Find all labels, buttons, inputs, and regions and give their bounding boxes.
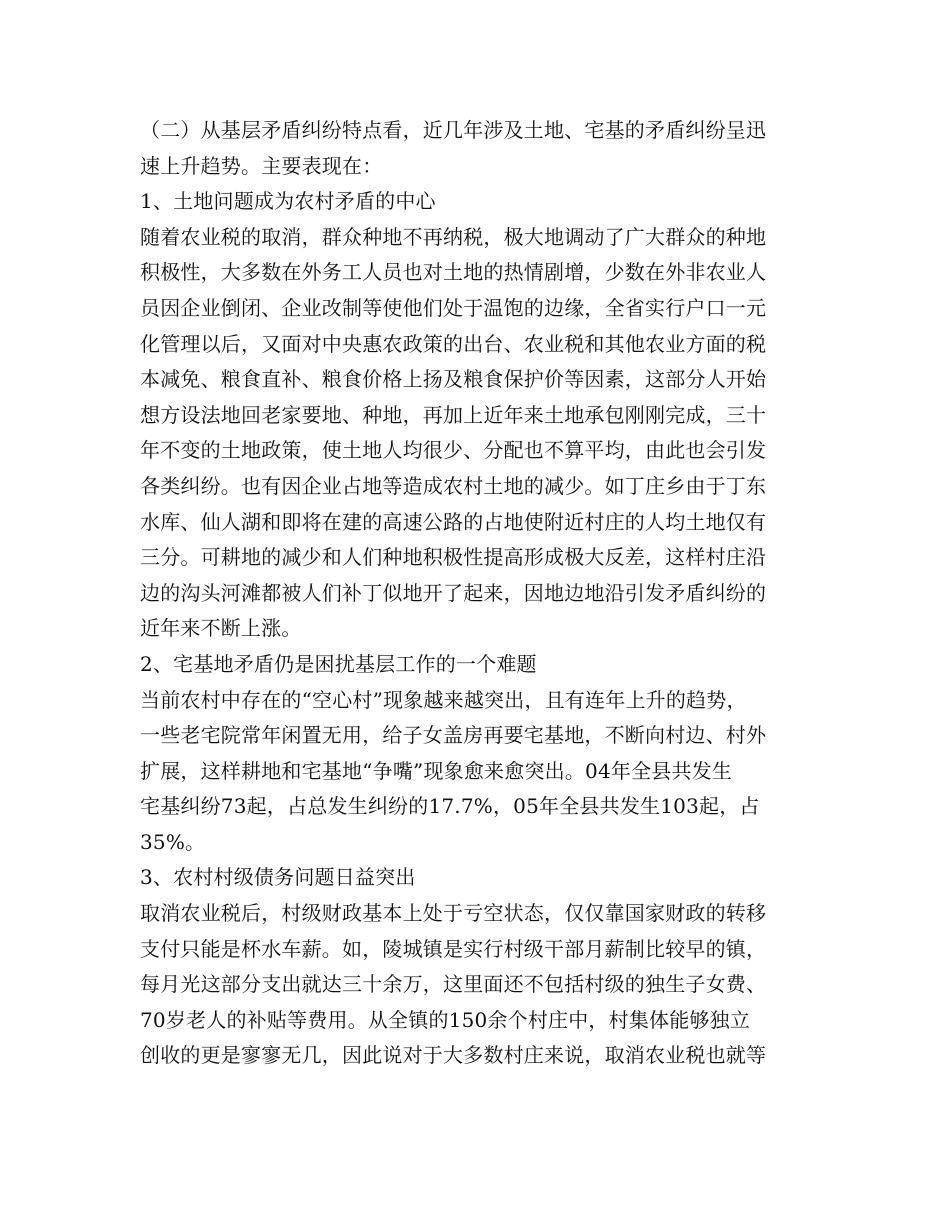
text-line: 扩展，这样耕地和宅基地“争嘴”现象愈来愈突出。04年全县共发生: [140, 758, 733, 783]
text-line: 当前农村中存在的“空心村”现象越来越突出，且有连年上升的趋势，: [140, 687, 747, 712]
text-line: 水库、仙人湖和即将在建的高速公路的占地使附近村庄的人均土地仅有: [140, 509, 767, 534]
text-line: 支付只能是杯水车薪。如，陵城镇是实行村级干部月薪制比较早的镇，: [140, 936, 767, 961]
section-heading: 2、宅基地矛盾仍是困扰基层工作的一个难题: [140, 651, 537, 676]
text-line: 化管理以后，又面对中央惠农政策的出台、农业税和其他农业方面的税: [140, 331, 767, 356]
text-line: 每月光这部分支出就达三十余万，这里面还不包括村级的独生子女费、: [140, 972, 767, 997]
text-line: 积极性，大多数在外务工人员也对土地的热情剧增，少数在外非农业人: [140, 260, 767, 285]
text-line: 年不变的土地政策，使土地人均很少、分配也不算平均，由此也会引发: [140, 438, 767, 463]
text-line: 三分。可耕地的减少和人们种地积极性提高形成极大反差，这样村庄沿: [140, 545, 767, 570]
body-text: [140, 113, 820, 1074]
text-line: 取消农业税后，村级财政基本上处于亏空状态，仅仅靠国家财政的转移: [140, 901, 767, 926]
section-heading: 1、土地问题成为农村矛盾的中心: [140, 189, 436, 214]
text-line: 边的沟头河滩都被人们补丁似地开了起来，因地边地沿引发矛盾纠纷的: [140, 580, 767, 605]
text-line: 速上升趋势。主要表现在：: [140, 153, 383, 178]
text-line: （二）从基层矛盾纠纷特点看，近几年涉及土地、宅基的矛盾纠纷呈迅: [140, 118, 767, 142]
text-line: 一些老宅院常年闲置无用，给子女盖房再要宅基地，不断向村边、村外: [140, 723, 767, 748]
text-line: 各类纠纷。也有因企业占地等造成农村土地的减少。如丁庄乡由于丁东: [140, 473, 767, 498]
text-line: 宅基纠纷73起，占总发生纠纷的17.7%，05年全县共发生103起，占: [140, 794, 760, 819]
text-line: 创收的更是寥寥无几，因此说对于大多数村庄来说，取消农业税也就等: [140, 1043, 767, 1068]
text-line: 员因企业倒闭、企业改制等使他们处于温饱的边缘，全省实行户口一元: [140, 295, 767, 320]
text-line: 随着农业税的取消，群众种地不再纳税，极大地调动了广大群众的种地: [140, 224, 767, 249]
text-line: 35%。: [140, 829, 206, 854]
text-line: 本减免、粮食直补、粮食价格上扬及粮食保护价等因素，这部分人开始: [140, 367, 767, 392]
text-line: 想方设法地回老家要地、种地，再加上近年来土地承包刚刚完成，三十: [140, 402, 767, 427]
text-line: 70岁老人的补贴等费用。从全镇的150余个村庄中，村集体能够独立: [140, 1007, 751, 1032]
text-line: 近年来不断上涨。: [140, 616, 302, 641]
section-heading: 3、农村村级债务问题日益突出: [140, 865, 416, 890]
